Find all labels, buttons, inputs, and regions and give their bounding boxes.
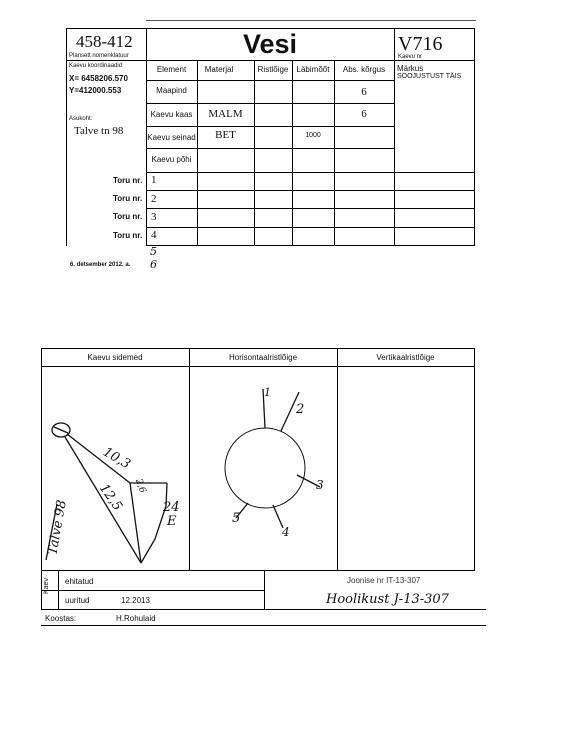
document-date: 6. detsember 2012. a. xyxy=(70,262,131,268)
row-element: Kaevu põhi xyxy=(151,155,192,164)
pipe-label: Toru nr. xyxy=(113,212,143,221)
pipe-label-2: 2 xyxy=(296,402,305,417)
pipe-label-1: 1 xyxy=(264,386,271,399)
sketch-label: E xyxy=(167,514,177,529)
horizontal-section-title: Horisontaalristlõige xyxy=(228,353,298,362)
pipe-label-4: 4 xyxy=(282,525,290,539)
side-label-kaev: Kaev xyxy=(43,578,50,594)
col-header-element: Element xyxy=(156,65,187,74)
row-material: MALM xyxy=(208,108,243,120)
row-height: 6 xyxy=(361,86,367,98)
row-element: Kaevu kaas xyxy=(150,110,193,119)
surveyed-label: uuritud xyxy=(65,596,90,605)
address-value: Talve tn 98 xyxy=(74,125,124,137)
coord-y: Y=412000.553 xyxy=(69,86,122,95)
extra-pipe-number: 5 xyxy=(150,245,157,258)
drawing-number: Joonise nr IT-13-307 xyxy=(347,576,421,585)
pipe-number: 4 xyxy=(151,229,157,241)
col-header-cross-section: Ristlõige xyxy=(257,65,289,74)
planset-label: Plansett nomenklatuur xyxy=(69,53,129,59)
col-header-material: Materjal xyxy=(204,65,234,74)
extra-pipe-number: 6 xyxy=(150,258,157,271)
coord-x: X= 6458206.570 xyxy=(69,74,128,83)
row-element: Kaevu seinad xyxy=(147,133,196,142)
well-label: Kaevu nr xyxy=(398,54,423,60)
surveyed-date: 12.2013 xyxy=(121,596,150,605)
pipe-label: Toru nr. xyxy=(113,194,143,203)
sketch-label: 10,3 xyxy=(100,444,133,473)
row-element: Maapind xyxy=(156,86,187,95)
pipe-number: 3 xyxy=(151,211,157,223)
pipe-number: 2 xyxy=(151,193,157,205)
remark-value: SOOJUSTUST TÄIS xyxy=(397,73,462,80)
sketch-label: Talve 98 xyxy=(45,498,70,557)
handwritten-reference: Hoolikust J-13-307 xyxy=(326,592,449,607)
author-name: H.Rohulaid xyxy=(116,614,156,623)
vertical-section-title: Vertikaalristlõige xyxy=(376,353,435,362)
row-material: BET xyxy=(215,129,236,141)
sketch-label: 12,5 xyxy=(96,481,125,514)
author-label: Koostas: xyxy=(45,614,77,623)
row-diameter: 1000 xyxy=(305,132,321,139)
pipe-number: 1 xyxy=(151,174,157,186)
pipe-label: Toru nr. xyxy=(113,176,143,185)
address-label: Asukoht: xyxy=(69,116,93,122)
pipe-label-3: 3 xyxy=(316,478,324,492)
col-header-remark: Märkus xyxy=(397,64,424,73)
planset-number: 458-412 xyxy=(76,32,133,51)
well-number: V716 xyxy=(398,33,443,55)
built-label: ehitatud xyxy=(65,577,94,586)
col-header-diameter: Läbimõõt xyxy=(296,65,330,74)
sketch-label: 2,6 xyxy=(133,477,148,495)
pipe-label-5: 5 xyxy=(232,511,241,526)
connections-title: Kaevu sidemed xyxy=(87,353,143,362)
row-height: 6 xyxy=(361,108,367,120)
col-header-abs-height: Abs. kõrgus xyxy=(342,65,386,74)
page-title: Vesi xyxy=(242,29,298,59)
sketch-label: 24 xyxy=(163,500,180,515)
coords-label: Kaevu koordinaadid xyxy=(69,63,123,69)
pipe-label: Toru nr. xyxy=(113,231,143,240)
